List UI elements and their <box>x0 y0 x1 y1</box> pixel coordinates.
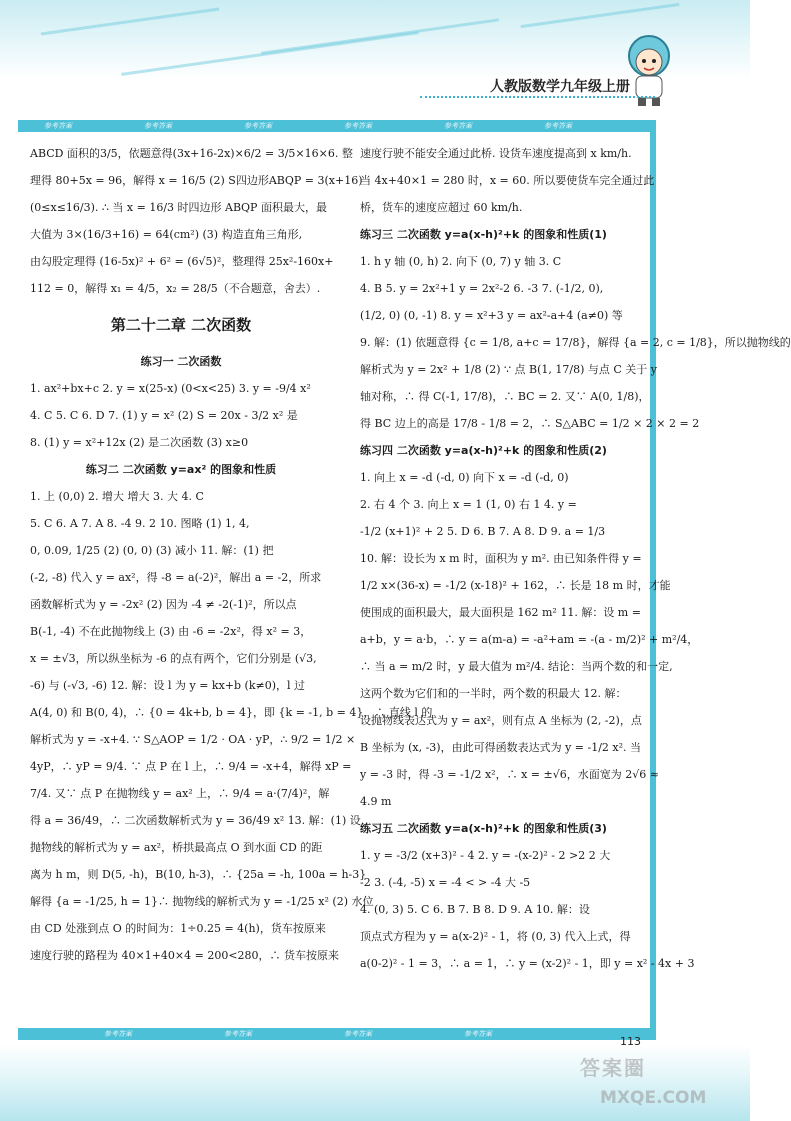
strip-tag: 参考答案 <box>104 1030 132 1038</box>
banner-streak <box>41 7 220 35</box>
watermark-logo: 答案圈 <box>580 1056 646 1080</box>
strip-tag: 参考答案 <box>444 122 472 130</box>
text-line: B(-1, -4) 不在此抛物线上 (3) 由 -6 = -2x²，得 x² = 3， <box>30 625 312 638</box>
header-dotted-rule <box>420 96 655 98</box>
strip-tag: 参考答案 <box>224 1030 252 1038</box>
text-line: 解析式为 y = -x+4. ∵ S△AOP = 1/2 · OA · yP，∴ 9/2 = 1/2 × <box>30 733 356 746</box>
text-line: 函数解析式为 y = -2x² (2) 因为 -4 ≠ -2(-1)²，所以点 <box>30 598 297 611</box>
strip-tag: 参考答案 <box>344 1030 372 1038</box>
text-line: 9. 解：(1) 依题意得 {c = 1/8, a+c = 17/8}，解得 {a = 2, c = 1/8}，所以抛物线的 <box>360 336 791 349</box>
text-line: 当 4x+40×1 = 280 时，x = 60. 所以要使货车完全通过此 <box>360 174 655 187</box>
text-line: 速度行驶的路程为 40×1+40×4 = 200<280，∴ 货车按原来 <box>30 949 340 962</box>
text-line: A(4, 0) 和 B(0, 4)，∴ {0 = 4k+b, b = 4}，即 {k = -1, b = 4}，∴ 直线 l 的 <box>30 706 433 719</box>
text-line: 8. (1) y = x²+12x (2) 是二次函数 (3) x≥0 <box>30 436 249 449</box>
text-line: (-2, -8) 代入 y = ax²，得 -8 = a(-2)²，解出 a = -2，所求 <box>30 571 322 584</box>
chapter-title: 第二十二章 二次函数 <box>110 316 252 334</box>
text-line: 1/2 x×(36-x) = -1/2 (x-18)² + 162，∴ 长是 18 m 时，才能 <box>360 579 671 592</box>
text-line: 这两个数为它们和的一半时，两个数的积最大 12. 解： <box>360 687 627 700</box>
text-line: (1/2, 0) (0, -1) 8. y = x²+3 y = ax²-a+4 (a≠0) 等 <box>360 309 623 322</box>
section-title: 练习二 二次函数 y=ax² 的图象和性质 <box>85 463 277 476</box>
text-line: 轴对称，∴ 得 C(-1, 17/8)，∴ BC = 2. 又∵ A(0, 1/8)， <box>360 390 650 403</box>
strip-tag: 参考答案 <box>544 122 572 130</box>
text-line: (0≤x≤16/3). ∴ 当 x = 16/3 时四边形 ABQP 面积最大，最 <box>30 201 327 214</box>
text-line: 解析式为 y = 2x² + 1/8 (2) ∵ 点 B(1, 17/8) 与点 C 关于 y <box>360 363 657 376</box>
section-title: 练习一 二次函数 <box>140 355 222 368</box>
text-line: y = -3 时，得 -3 = -1/2 x²，∴ x = ±√6，水面宽为 2√6 ≈ <box>360 768 659 781</box>
strip-tag: 参考答案 <box>144 122 172 130</box>
text-line: 1. 向上 x = -d (-d, 0) 向下 x = -d (-d, 0) <box>360 471 569 484</box>
text-line: 1. h y 轴 (0, h) 2. 向下 (0, 7) y 轴 3. C <box>360 255 562 268</box>
text-line: B 坐标为 (x, -3)，由此可得函数表达式为 y = -1/2 x². 当 <box>360 741 642 754</box>
text-line: -1/2 (x+1)² + 2 5. D 6. B 7. A 8. D 9. a = 1/3 <box>360 525 606 538</box>
text-line: a+b，y = a·b，∴ y = a(m-a) = -a²+am = -(a - m/2)² + m²/4， <box>360 633 699 646</box>
text-line: 理得 80+5x = 96，解得 x = 16/5 (2) S四边形ABQP = 3(x+16) <box>30 174 363 187</box>
text-line: 设抛物线表达式为 y = ax²，则有点 A 坐标为 (2, -2)，点 <box>360 714 642 727</box>
text-line: 4.9 m <box>360 795 392 808</box>
text-line: 由勾股定理得 (16-5x)² + 6² = (6√5)²，整理得 25x²-160x+ <box>30 255 334 268</box>
book-title: 人教版数学九年级上册 <box>490 79 630 95</box>
text-line: -2 3. (-4, -5) x = -4 < > -4 大 -5 <box>360 876 531 889</box>
text-line: 10. 解：设长为 x m 时，面积为 y m². 由已知条件得 y = <box>360 552 642 565</box>
text-line: 得 BC 边上的高是 17/8 - 1/8 = 2，∴ S△ABC = 1/2 × 2 × 2 = 2 <box>360 417 700 430</box>
text-line: 0, 0.09, 1/25 (2) (0, 0) (3) 减小 11. 解：(1) 把 <box>30 544 274 557</box>
text-line: 离为 h m，则 D(5, -h)，B(10, h-3)，∴ {25a = -h, 100a = h-3} <box>30 868 367 881</box>
strip-tag: 参考答案 <box>464 1030 492 1038</box>
text-line: 4. B 5. y = 2x²+1 y = 2x²-2 6. -3 7. (-1/2, 0), <box>360 282 604 295</box>
text-line: 抛物线的解析式为 y = ax²，桥拱最高点 O 到水面 CD 的距 <box>30 841 323 854</box>
text-line: 桥，货车的速度应超过 60 km/h. <box>360 201 523 214</box>
text-line: ∴ 当 a = m/2 时，y 最大值为 m²/4. 结论：当两个数的和一定, <box>360 660 673 673</box>
watermark-url: MXQE.COM <box>600 1088 707 1108</box>
strip-tag: 参考答案 <box>244 122 272 130</box>
text-line: 2. 右 4 个 3. 向上 x = 1 (1, 0) 右 1 4. y = <box>360 498 577 511</box>
top-answer-strip <box>18 120 656 132</box>
text-line: 顶点式方程为 y = a(x-2)² - 1，将 (0, 3) 代入上式，得 <box>360 930 631 943</box>
text-line: a(0-2)² - 1 = 3，∴ a = 1，∴ y = (x-2)² - 1，即 y = x² - 4x + 3 <box>360 957 695 970</box>
text-line: -6) 与 (-√3, -6) 12. 解：设 l 为 y = kx+b (k≠0)，l 过 <box>30 679 306 692</box>
text-line: 5. C 6. A 7. A 8. -4 9. 2 10. 图略 (1) 1, 4, <box>30 517 250 530</box>
text-line: 4. C 5. C 6. D 7. (1) y = x² (2) S = 20x - 3/2 x² 是 <box>30 409 298 422</box>
text-line: 4. (0, 3) 5. C 6. B 7. B 8. D 9. A 10. 解：设 <box>360 903 590 916</box>
section-title: 练习三 二次函数 y=a(x-h)²+k 的图象和性质(1) <box>360 228 607 241</box>
text-line: 解得 {a = -1/25, h = 1}∴ 抛物线的解析式为 y = -1/25 x² (2) 水位 <box>30 895 374 908</box>
bottom-answer-strip <box>18 1028 656 1040</box>
text-line: 1. 上 (0,0) 2. 增大 增大 3. 大 4. C <box>30 490 204 503</box>
text-line: 4yP，∴ yP = 9/4. ∵ 点 P 在 l 上，∴ 9/4 = -x+4，解得 xP = <box>30 760 352 773</box>
text-line: 得 a = 36/49，∴ 二次函数解析式为 y = 36/49 x² 13. 解：(1) 设 <box>30 814 361 827</box>
banner-streak <box>121 31 418 76</box>
text-line: 速度行驶不能安全通过此桥. 设货车速度提高到 x km/h. <box>360 147 632 160</box>
text-line: 1. ax²+bx+c 2. y = x(25-x) (0<x<25) 3. y = -9/4 x² <box>30 382 311 395</box>
right-column <box>360 140 791 977</box>
banner-streak <box>521 3 680 28</box>
strip-tag: 参考答案 <box>44 122 72 130</box>
strip-tag: 参考答案 <box>344 122 372 130</box>
text-line: 使围成的面积最大，最大面积是 162 m² 11. 解：设 m = <box>360 606 641 619</box>
page-number: 113 <box>620 1035 641 1048</box>
text-line: ABCD 面积的3/5，依题意得(3x+16-2x)×6/2 = 3/5×16×6. 整 <box>30 147 353 160</box>
text-line: 大值为 3×(16/3+16) = 64(cm²) (3) 构造直角三角形, <box>30 228 303 241</box>
section-title: 练习五 二次函数 y=a(x-h)²+k 的图象和性质(3) <box>360 822 607 835</box>
text-line: 1. y = -3/2 (x+3)² - 4 2. y = -(x-2)² - 2 >2 2 大 <box>360 849 611 862</box>
text-line: x = ±√3，所以纵坐标为 -6 的点有两个，它们分别是 (√3, <box>30 652 317 665</box>
text-line: 7/4. 又∵ 点 P 在抛物线 y = ax² 上，∴ 9/4 = a·(7/4)²，解 <box>30 787 330 800</box>
text-line: 由 CD 处涨到点 O 的时间为：1÷0.25 = 4(h)，货车按原来 <box>30 922 326 935</box>
section-title: 练习四 二次函数 y=a(x-h)²+k 的图象和性质(2) <box>360 444 607 457</box>
text-line: 112 = 0，解得 x₁ = 4/5，x₂ = 28/5（不合题意，舍去）. <box>30 282 321 295</box>
